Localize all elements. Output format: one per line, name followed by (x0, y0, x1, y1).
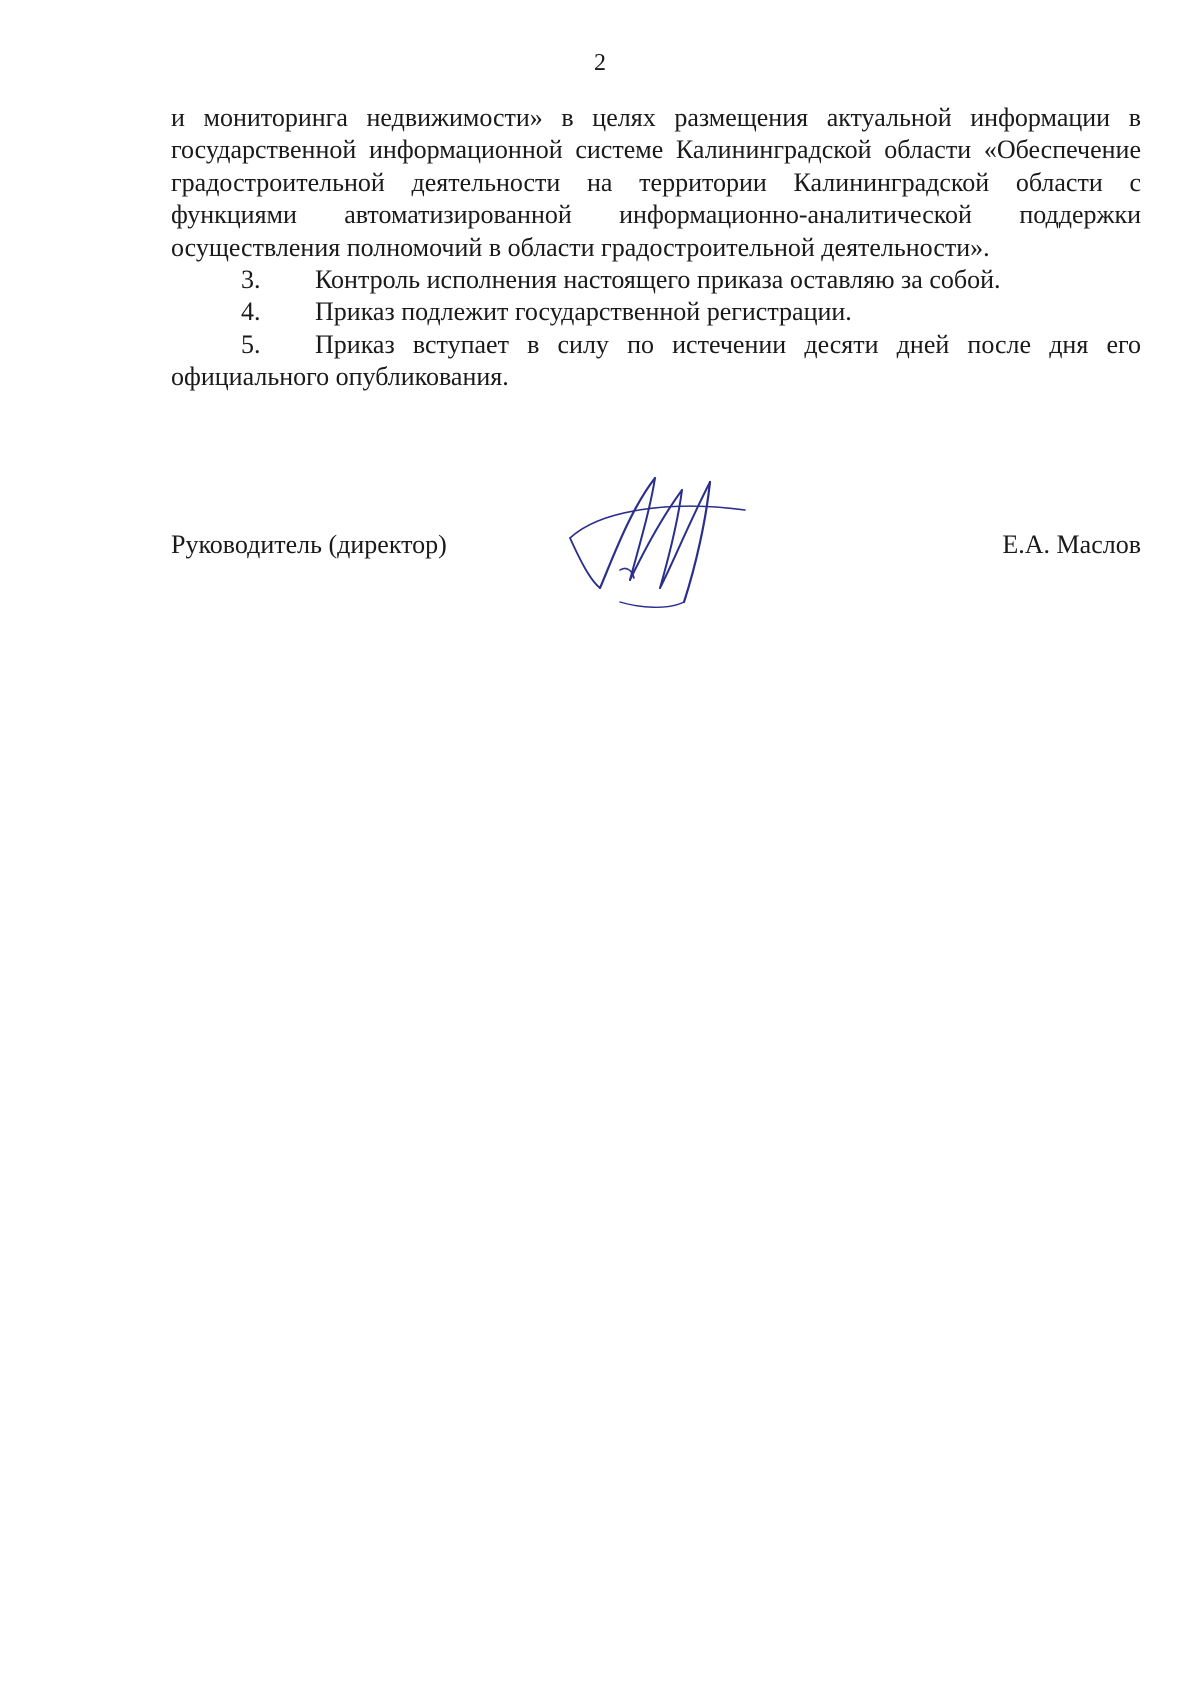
document-body (171, 102, 1141, 394)
signer-name: Е.А. Маслов (1002, 530, 1141, 559)
item-text: Контроль исполнения настоящего приказа оставляю за собой. (315, 265, 1001, 295)
item-number: 5. (241, 329, 261, 359)
item-text: Приказ вступает в силу по истечении десяти дней после дня его официального опубликования. (171, 329, 1141, 392)
list-item (171, 264, 1141, 296)
handwritten-signature (560, 470, 770, 610)
item-number: 4. (241, 297, 261, 327)
page-number: 2 (594, 50, 606, 76)
list-item (171, 329, 1141, 394)
paragraph-continuation: и мониторинга недвижимости» в целях размещения актуальной информации в государственной информационной системе Калининградской области «Обеспечение градостроительной деятельности на территории Калининградской области с функциями автоматизированной информационно-аналитической поддержки осуществления полномочий в области градостроительной деятельности». (171, 103, 1141, 262)
item-number: 3. (241, 265, 261, 295)
list-item (171, 296, 1141, 328)
signer-title: Руководитель (директор) (171, 530, 447, 559)
item-text: Приказ подлежит государственной регистрации. (315, 297, 852, 327)
